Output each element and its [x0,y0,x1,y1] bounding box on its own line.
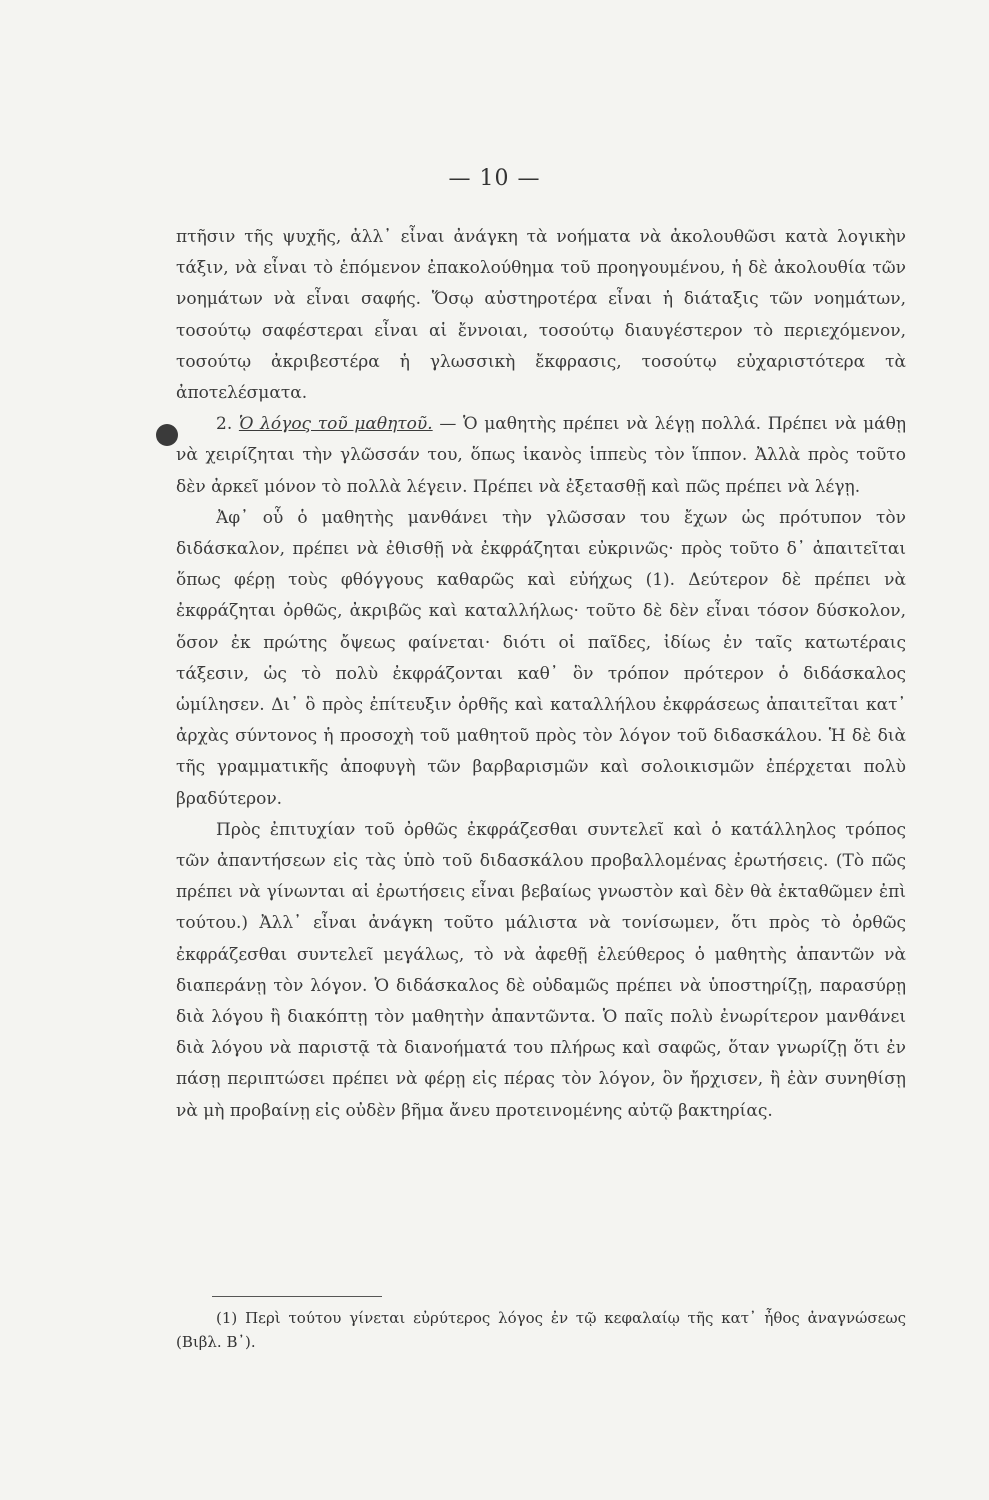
paragraph: — Ὁ μαθητὴς πρέπει νὰ λέγῃ πολλά. Πρέπει νὰ μάθῃ νὰ χειρίζηται τὴν γλῶσσάν του, ὅπως ἱκανὸς ἱππεὺς τὸν ἵππον. Ἀλλὰ πρὸς τοῦτο δὲν ἀρκεῖ μόνον τὸ πολλὰ λέγειν. Πρέπει νὰ ἐξετασθῇ καὶ πῶς πρέπει νὰ λέγῃ. [176,414,907,497]
paragraph: πτῆσιν τῆς ψυχῆς, ἀλλ᾽ εἶναι ἀνάγκη τὰ νοήματα νὰ ἀκολουθῶσι κατὰ λογικὴν τάξιν, νὰ εἶναι τὸ ἑπόμενον ἐπακολούθημα τοῦ προηγουμένου, ἡ δὲ ἀκολουθία τῶν νοημάτων νὰ εἶναι σαφής. Ὅσῳ αὐστηροτέρα εἶναι ἡ διάταξις τῶν νοημάτων, τοσούτῳ σαφέστεραι εἶναι αἱ ἔννοιαι, τοσούτῳ διαυγέστερον τὸ περιεχόμενον, τοσούτῳ ἀκριβεστέρα ἡ γλωσσικὴ ἔκφρασις, τοσούτῳ εὐχαριστότερα τὰ ἀποτελέσματα. [176,227,906,404]
paragraph: Πρὸς ἐπιτυχίαν τοῦ ὀρθῶς ἐκφράζεσθαι συντελεῖ καὶ ὁ κατάλληλος τρόπος τῶν ἀπαντήσεων εἰς τὰς ὑπὸ τοῦ διδασκάλου προβαλλομένας ἐρωτήσεις. (Τὸ πῶς πρέπει νὰ γίνωνται αἱ ἐρωτήσεις εἶναι βεβαίως γνωστὸν καὶ δὲν θὰ ἐκταθῶμεν ἐπὶ τούτου.) Ἀλλ᾽ εἶναι ἀνάγκη τοῦτο μάλιστα νὰ τονίσωμεν, ὅτι πρὸς τὸ ὀρθῶς ἐκφράζεσθαι συντελεῖ μεγάλως, τὸ νὰ ἀφεθῇ ἐλεύθερος ὁ μαθητὴς ἀπαντῶν νὰ διαπεράνῃ τὸν λόγον. Ὁ διδάσκαλος δὲ οὐδαμῶς πρέπει νὰ ὑποστηρίζῃ, παρασύρῃ διὰ λόγου ἢ διακόπτῃ τὸν μαθητὴν ἀπαντῶντα. Ὁ παῖς πολὺ ἐνωρίτερον μανθάνει διὰ λόγου νὰ παριστᾷ τὰ διανοήματά του πλήρως καὶ σαφῶς, ὅταν γνωρίζῃ ὅτι ἐν πάσῃ περιπτώσει πρέπει νὰ φέρῃ εἰς πέρας τὸν λόγον, ὃν ἤρχισεν, ἢ ἐὰν συνηθίσῃ νὰ μὴ προβαίνῃ εἰς οὐδὲν βῆμα ἄνευ προτεινομένης αὐτῷ βακτηρίας. [176,819,906,1121]
margin-ink-mark-icon [156,424,178,446]
paragraph: Ἀφ᾽ οὗ ὁ μαθητὴς μανθάνει τὴν γλῶσσαν του ἔχων ὡς πρότυπον τὸν διδάσκαλον, πρέπει νὰ ἐθισθῇ νὰ ἐκφράζηται εὐκρινῶς· πρὸς τοῦτο δ᾽ ἀπαιτεῖται ὅπως φέρῃ τοὺς φθόγγους καθαρῶς καὶ εὐήχως (1). Δεύτερον δὲ πρέπει νὰ ἐκφράζηται ὀρθῶς, ἀκριβῶς καὶ καταλλήλως· τοῦτο δὲ δὲν εἶναι τόσον δύσκολον, ὅσον ἐκ πρώτης ὄψεως φαίνεται· διότι οἱ παῖδες, ἰδίως ἐν ταῖς κατωτέραις τάξεσιν, ὡς τὸ πολὺ ἐκφράζονται καθ᾽ ὃν τρόπον πρότερον ὁ διδάσκαλος ὡμίλησεν. Δι᾽ ὃ πρὸς ἐπίτευξιν ὀρθῆς καὶ καταλλήλου ἐκφράσεως ἀπαιτεῖται κατ᾽ ἀρχὰς σύντονος ἡ προσοχὴ τοῦ μαθητοῦ πρὸς τὸν λόγον τοῦ διδασκάλου. Ἡ δὲ διὰ τῆς γραμματικῆς ἀποφυγὴ τῶν βαρβαρισμῶν καὶ σολοικισμῶν ἐπέρχεται πολὺ βραδύτερον. [176,507,906,809]
footnote-text: (1) Περὶ τούτου γίνεται εὐρύτερος λόγος ἐν τῷ κεφαλαίῳ τῆς κατ᾽ ἦθος ἀναγνώσεως (Βιβλ. Β᾽). [176,1309,906,1351]
section-number: 2. [216,414,233,435]
section-paragraph [176,409,906,503]
footnote-divider [212,1296,382,1297]
footnote [176,1306,906,1354]
page-number: — 10 — [448,166,541,191]
main-text [176,222,906,1127]
section-title: Ὁ λόγος τοῦ μαθητοῦ. [238,414,433,435]
